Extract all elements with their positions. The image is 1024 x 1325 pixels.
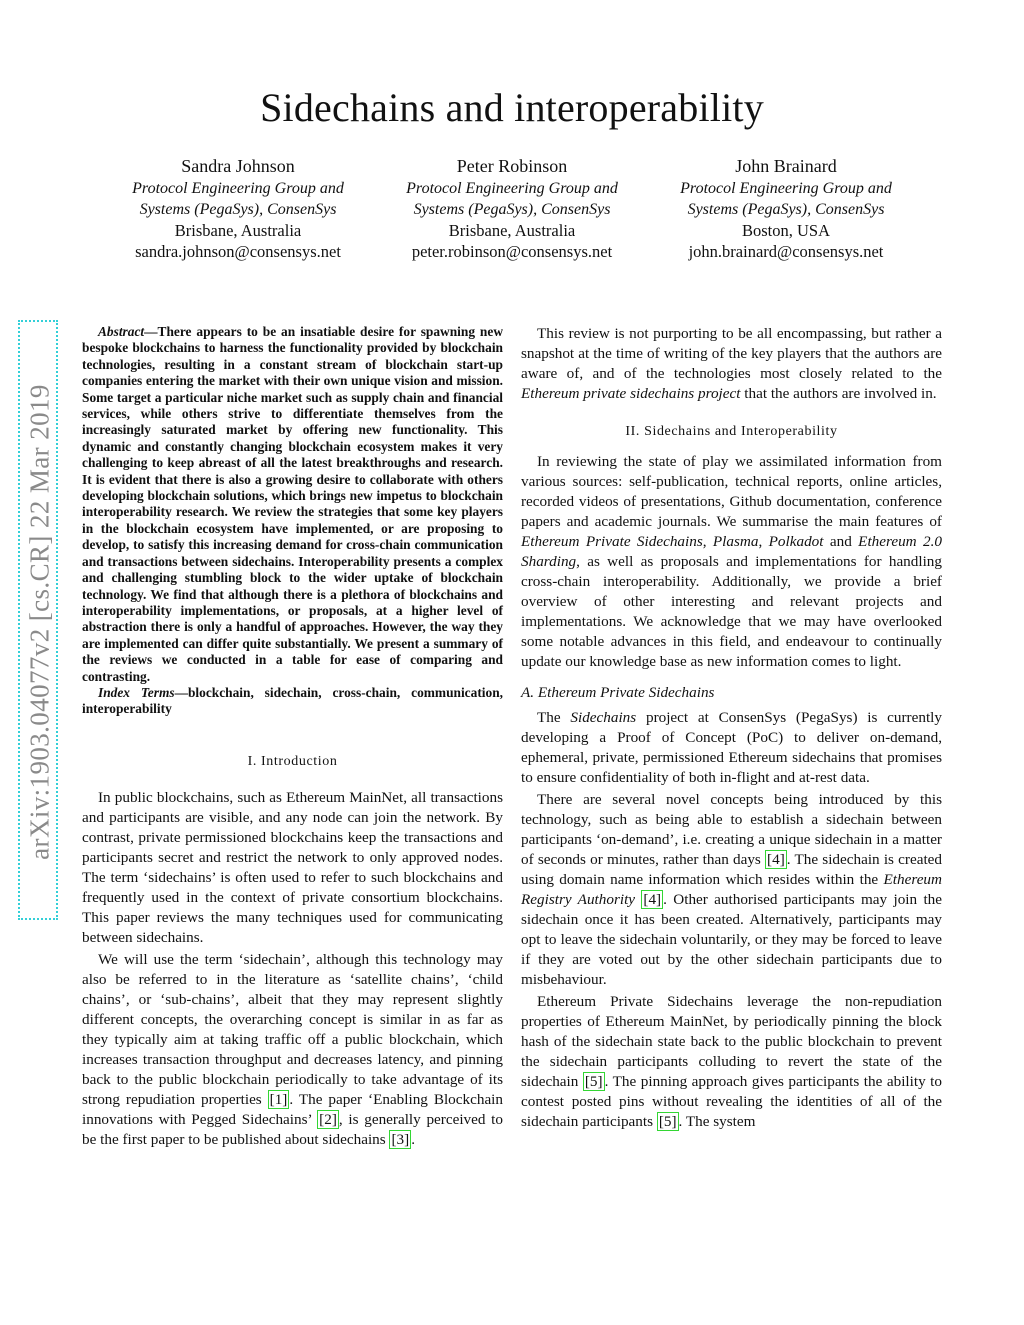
section-heading: II. Sidechains and Interoperability <box>625 424 838 439</box>
left-column <box>82 324 503 1150</box>
paragraph-text: There are several novel concepts being introduced by this technology, such as being able to establish a sidechain between participants ‘on-demand’, i.e. creating a unique sidechain in a matter of seconds or minutes, rather than days <box>521 791 942 868</box>
emphasis-text: Sidechains <box>570 709 637 726</box>
author-affiliation: Protocol Engineering Group and <box>406 180 618 197</box>
paragraph-text: The <box>537 709 571 726</box>
citation-link[interactable]: [1] <box>269 1090 288 1108</box>
citation-link[interactable]: [3] <box>391 1130 410 1148</box>
paragraph-text: Ethereum Private Sidechains leverage the non-repudiation properties of Ethereum MainNet, by periodically pinning the block hash of the sidechain state back to the public blockchain to prevent the sidechain participants colluding to revert the state of the sidechain <box>521 993 942 1090</box>
emphasis-text: Plasma <box>712 533 759 550</box>
index-terms-label: Index Terms <box>98 684 175 700</box>
paragraph-text: . The pinning approach gives participants the ability to contest posted pins without revealing the identities of all of the sidechain participants <box>521 1073 942 1130</box>
right-column <box>521 324 942 1132</box>
paragraph-text: We will use the term ‘sidechain’, although this technology may also be referred to in the literature as ‘satellite chains’, ‘child chains’, or ‘sub-chains’, albeit that they may represent slightly different concepts, the overarching concept is similar in as far as they typically aim at taking traffic off a public blockchain, which increases transaction throughput and decreases latency, and pinning back to the public blockchain periodically to take advantage of its strong repudiation properties <box>82 950 503 1108</box>
author-email[interactable]: john.brainard@consensys.net <box>688 242 884 261</box>
abstract-text: —There appears to be an insatiable desire for spawning new bespoke blockchains to harness the functionality provided by blockchain technologies, resulting in a constant stream of blockchain start-up companies entering the market with their own unique vision and mission. Some target a particular niche market such as supply chain and financial services, while others strive to differentiate themselves from the increasingly saturated market by offering new functionality. This dynamic and constantly changing blockchain ecosystem makes it very challenging to keep abreast of all the latest breakthroughs and research. It is evident that there is also a growing desire to collaborate with others developing blockchain solutions, which brings new impetus to blockchain interoperability research. We review the strategies that some key players in the blockchain ecosystem have implemented, or are proposing to develop, to satisfy this increasing demand for cross-chain communication and transactions between sidechains. Interoperability presents a complex and challenging stumbling block to the wider uptake of blockchain technology. We find that although there is a plethora of blockchains and interoperability implementations, or proposals, at a higher level of abstraction there is only a handful of approaches. However, the way they are implemented can differ quite substantially. We present a summary of the reviews we conducted in a table for ease of comparing and contrasting. <box>82 324 503 684</box>
author-affiliation: Systems (PegaSys), ConsenSys <box>413 201 611 218</box>
paragraph-text: . <box>411 1130 415 1148</box>
author-affiliation: Protocol Engineering Group and <box>680 180 892 197</box>
author-block <box>372 154 652 262</box>
paragraph <box>82 788 503 948</box>
abstract-label: Abstract <box>98 324 145 339</box>
citation-link[interactable]: [5] <box>584 1073 603 1090</box>
author-location: Brisbane, Australia <box>174 221 302 240</box>
author-location: Boston, USA <box>741 221 831 240</box>
author-affiliation: Systems (PegaSys), ConsenSys <box>139 201 337 218</box>
abstract <box>82 324 503 685</box>
emphasis-text: Ethereum 2.0 Sharding <box>521 533 943 570</box>
paragraph-text: . Other authorised participants may join the sidechain once it has been created. Alternatively, participants may opt to leave the sidechain voluntarily, or they may be forced to leave if they are voted out by the other sidechain participants due to misbehaviour. <box>521 891 942 988</box>
paragraph <box>521 790 942 990</box>
author-name: Sandra Johnson <box>181 156 295 176</box>
arxiv-stamp: arXiv:1903.04077v2 [cs.CR] 22 Mar 2019 <box>24 384 55 860</box>
arxiv-stamp-box[interactable] <box>18 320 58 920</box>
author-block <box>98 154 378 262</box>
paragraph-text: project at ConsenSys (PegaSys) is currently developing a Proof of Concept (PoC) to deliver on-demand, ephemeral, private, permissioned Ethereum sidechains that promises to ensure confidentiality of both in-flight and at-rest data. <box>521 709 942 786</box>
author-location: Brisbane, Australia <box>448 221 576 240</box>
paragraph-text: and <box>823 533 859 550</box>
author-name: John Brainard <box>735 156 837 176</box>
emphasis-text: Ethereum Private Sidechains <box>521 533 703 550</box>
index-terms <box>82 685 503 718</box>
emphasis-text: Ethereum private sidechains project <box>521 385 741 402</box>
paragraph-text: , is generally perceived to be the first paper to be published about sidechains <box>82 1110 503 1148</box>
citation-link[interactable]: [4] <box>643 891 662 908</box>
paragraph <box>521 708 942 788</box>
paragraph-text: . The system <box>678 1113 756 1130</box>
emphasis-text: Ethereum Registry Authority <box>521 871 942 908</box>
paragraph-text: This review is not purporting to be all encompassing, but rather a snapshot at the time of writing of the key players that the authors are aware of, and of the technologies most closely related to the <box>521 325 942 382</box>
paragraph <box>521 992 942 1132</box>
author-name: Peter Robinson <box>456 156 568 176</box>
paper-title: Sidechains and interoperability <box>260 85 764 130</box>
paragraph-text: , <box>702 533 713 550</box>
citation-link[interactable]: [5] <box>658 1113 677 1130</box>
paragraph-text: that the authors are involved in. <box>740 385 937 402</box>
paragraph-text: . The sidechain is created using domain name information which resides within the <box>521 851 943 888</box>
paragraph-text: In reviewing the state of play we assimilated information from various sources: self-publication, technical reports, online articles, recorded videos of presentations, Github documentation, conference papers and academic journals. We summarise the main features of <box>521 453 942 530</box>
index-terms-text: —blockchain, sidechain, cross-chain, communication, interoperability <box>82 684 503 717</box>
author-email[interactable]: sandra.johnson@consensys.net <box>135 242 341 261</box>
paragraph <box>82 950 503 1150</box>
section-heading: I. Introduction <box>247 753 338 769</box>
author-block <box>646 154 926 262</box>
citation-link[interactable]: [2] <box>319 1110 337 1128</box>
paragraph-text: , as well as proposals and implementations for handling cross-chain interoperability. Additionally, we provide a brief overview of other interesting and relevant projects and implementations. We acknowledge that we may have overlooked some notable advances in this field, and endeavour to continually update our knowledge base as new information comes to light. <box>521 553 942 670</box>
citation-link[interactable]: [4] <box>767 851 785 868</box>
paragraph-text: . The paper ‘Enabling Blockchain innovations with Pegged Sidechains’ <box>82 1090 503 1128</box>
emphasis-text: Polkadot <box>768 533 824 550</box>
author-email[interactable]: peter.robinson@consensys.net <box>411 242 613 261</box>
author-affiliation: Protocol Engineering Group and <box>132 180 344 197</box>
paragraph <box>521 324 942 404</box>
subsection-heading: A. Ethereum Private Sidechains <box>521 684 715 701</box>
paragraph-text: In public blockchains, such as Ethereum MainNet, all transactions and participants are visible, and any node can join the network. By contrast, private permissioned blockchains keep the transactions and participants secret and restrict the network to only approved nodes. The term ‘sidechains’ is often used to refer to such blockchains and frequently used in the context of private consortium blockchains. This paper reviews the many techniques used for communicating between sidechains. <box>82 788 503 946</box>
paragraph <box>521 452 942 672</box>
author-affiliation: Systems (PegaSys), ConsenSys <box>687 201 885 218</box>
paragraph-text: , <box>758 533 769 550</box>
